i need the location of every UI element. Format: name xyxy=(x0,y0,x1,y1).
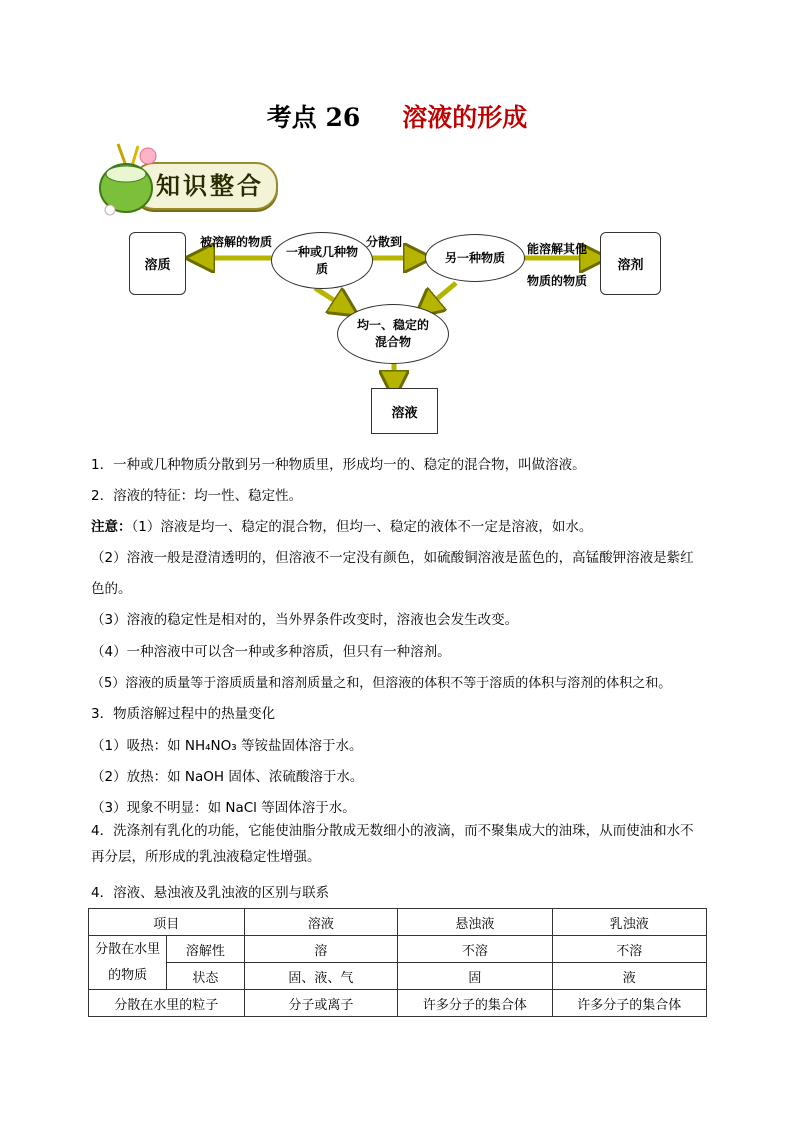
diagram-arrows xyxy=(0,0,794,440)
note-5: （5）溶液的质量等于溶质质量和溶剂质量之和，但溶液的体积不等于溶质的体积与溶剂的体积之和。 xyxy=(91,676,672,691)
table-cell: 液 xyxy=(552,963,706,990)
note-label: 注意： xyxy=(91,519,132,535)
label-dissolver: 能溶解其他物质的物质 xyxy=(527,242,588,288)
point-2: 2．溶液的特征：均一性、稳定性。 xyxy=(91,488,303,504)
table-cell: 许多分子的集合体 xyxy=(398,990,552,1017)
table-cell: 固 xyxy=(398,963,552,990)
heat-1: （1）吸热：如 NH₄NO₃ 等铵盐固体溶于水。 xyxy=(91,738,363,754)
heat-2: （2）放热：如 NaOH 固体、浓硫酸溶于水。 xyxy=(91,769,364,785)
label-disperse: 分散到 xyxy=(366,235,403,249)
point-1: 1．一种或几种物质分散到另一种物质里，形成均一的、稳定的混合物，叫做溶液。 xyxy=(91,457,586,473)
table-group-label: 分散在水里的物质 xyxy=(89,936,167,990)
node-target-label: 另一种物质 xyxy=(444,250,505,265)
title-prefix: 考点 26 xyxy=(266,103,361,132)
table-cell: 溶 xyxy=(244,936,398,963)
table-cell: 固、液、气 xyxy=(244,963,398,990)
point-3: 3．物质溶解过程中的热量变化 xyxy=(91,706,276,722)
table-row xyxy=(89,963,707,990)
node-solute-label: 溶质 xyxy=(144,258,171,273)
concept-diagram xyxy=(0,0,794,440)
table-header-cell: 悬浊液 xyxy=(398,909,552,936)
table-row-label: 溶解性 xyxy=(167,936,244,963)
node-target xyxy=(425,234,525,282)
comparison-table xyxy=(88,908,707,1017)
node-source xyxy=(271,232,373,289)
table-row-label: 分散在水里的粒子 xyxy=(89,990,245,1017)
note-2: （2）溶液一般是澄清透明的，但溶液不一定没有颜色，如硫酸铜溶液是蓝色的，高锰酸钾溶液是紫红色的。 xyxy=(91,550,694,597)
table-header-cell: 项目 xyxy=(89,909,245,936)
table-header-cell: 溶液 xyxy=(244,909,398,936)
table-cell: 许多分子的集合体 xyxy=(552,990,706,1017)
table-row xyxy=(89,990,707,1017)
note-1: （1）溶液是均一、稳定的混合物，但均一、稳定的液体不一定是溶液，如水。 xyxy=(131,519,593,535)
node-mixture xyxy=(337,304,449,364)
title-topic: 溶液的形成 xyxy=(402,103,528,132)
badge-label: 知识整合 xyxy=(156,171,264,200)
note-3: （3）溶液的稳定性是相对的，当外界条件改变时，溶液也会发生改变。 xyxy=(91,612,519,628)
point-5: 4．溶液、悬浊液及乳浊液的区别与联系 xyxy=(91,885,330,901)
table-cell: 不溶 xyxy=(552,936,706,963)
node-solution-label: 溶液 xyxy=(391,405,418,421)
table-cell: 分子或离子 xyxy=(244,990,398,1017)
table-cell: 不溶 xyxy=(398,936,552,963)
node-solvent-label: 溶剂 xyxy=(617,258,644,273)
arrow-source-to-mixture xyxy=(315,288,346,308)
table-header-row xyxy=(89,909,707,936)
node-source-label: 一种或几种物质 xyxy=(285,244,358,276)
table-row xyxy=(89,936,707,963)
node-mixture-label: 均一、稳定的混合物 xyxy=(357,318,430,349)
label-dissolved: 被溶解的物质 xyxy=(200,235,273,249)
arrow-target-to-mixture xyxy=(426,283,456,308)
node-solute xyxy=(129,232,186,295)
node-solvent xyxy=(600,232,661,295)
heat-3: （3）现象不明显：如 NaCl 等固体溶于水。 xyxy=(91,800,356,816)
note-1-line xyxy=(91,520,592,535)
node-solution xyxy=(371,388,438,434)
table-header-cell: 乳浊液 xyxy=(552,909,706,936)
point-4: 4．洗涤剂有乳化的功能，它能使油脂分散成无数细小的液滴，而不聚集成大的油珠，从而使油和水不再分层，所形成的乳浊液稳定性增强。 xyxy=(91,823,694,865)
note-4: （4）一种溶液中可以含一种或多种溶质，但只有一种溶剂。 xyxy=(91,644,451,660)
table-row-label: 状态 xyxy=(167,963,244,990)
